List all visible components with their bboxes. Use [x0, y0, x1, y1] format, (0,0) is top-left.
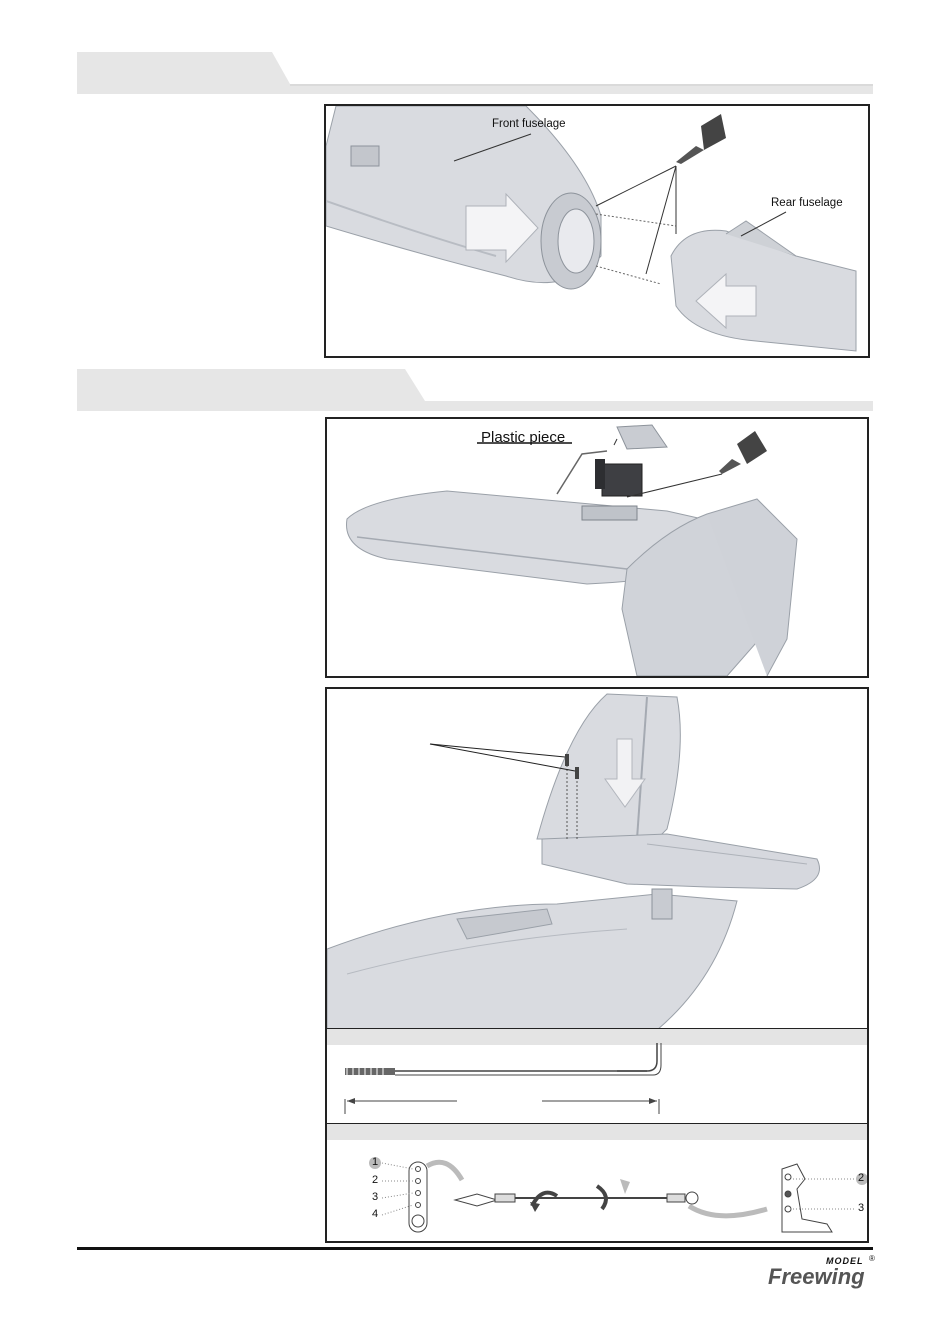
horn-hole-2-label: 2: [858, 1172, 865, 1184]
plastic-piece-label: Plastic piece: [481, 429, 566, 446]
figure-tail-assembly: [325, 687, 869, 1032]
logo-main-text: Freewing: [768, 1264, 865, 1289]
wing-servo-illustration: [327, 419, 867, 676]
linkage-hole-1-label: 1: [372, 1156, 379, 1168]
front-fuselage-label: Front fuselage: [492, 118, 566, 130]
logo-mark: ®: [869, 1254, 875, 1263]
linkage-hole-4-label: 4: [372, 1208, 379, 1220]
pushrod-illustration: [327, 1029, 867, 1124]
control-horn-icon: [782, 1164, 832, 1232]
section-header-2: [0, 367, 873, 411]
glue-bottle-icon: [676, 114, 726, 164]
servo-arm-icon: [409, 1162, 427, 1232]
figure-linkage: [325, 1123, 869, 1243]
servo-icon: [595, 459, 642, 496]
linkage-hole-3-label: 3: [372, 1191, 379, 1203]
linkage-illustration: [327, 1124, 867, 1241]
horn-hole-3-label: 3: [858, 1202, 865, 1214]
figure-pushrod: [325, 1028, 869, 1126]
figure-fuselage-join: [324, 104, 870, 358]
section-header-1-shape: [0, 50, 873, 94]
section-header-2-shape: [0, 367, 873, 411]
figure-wing-servo: [325, 417, 869, 678]
tail-assembly-illustration: [327, 689, 867, 1030]
freewing-logo: [768, 1254, 878, 1294]
rear-fuselage-label: Rear fuselage: [771, 197, 843, 209]
section-header-1: [0, 50, 873, 94]
logo-small-text: MODEL: [826, 1256, 864, 1266]
fuselage-join-illustration: [326, 106, 868, 356]
glue-bottle-icon: [719, 431, 767, 474]
linkage-hole-2-label: 2: [372, 1174, 379, 1186]
footer-rule: [77, 1247, 873, 1250]
